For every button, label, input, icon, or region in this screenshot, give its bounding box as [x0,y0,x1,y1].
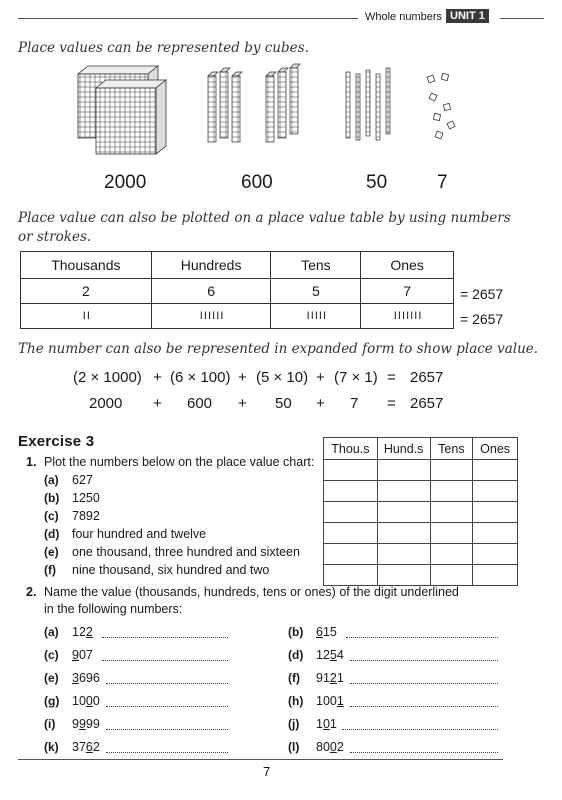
q2-item-g: (g) 1000 [44,694,244,710]
pv-digit-tens: 5 [271,279,361,304]
q2-item-b: (b) 615 [288,625,518,641]
answer-line[interactable] [346,637,498,638]
expanded-intro-text: The number can also be represented in expanded form to show place value. [18,341,539,357]
question-1-text: Plot the numbers below on the place value chart: [44,455,315,469]
pv-header-thousands: Thousands [21,252,152,279]
cube-value-ones: 7 [437,172,448,193]
q2-item-d: (d) 1254 [288,648,518,664]
q2-item-f: (f) 9121 [288,671,518,687]
pv-strokes-result: = 2657 [460,311,504,327]
expanded-term: (7 × 1) [334,369,378,386]
chart-cell[interactable] [473,502,518,523]
chart-cell[interactable] [473,565,518,586]
header-rule-left [18,18,358,19]
chart-cell[interactable] [377,460,430,481]
expanded-plus: + [238,369,247,386]
expanded-equals: = [387,395,396,412]
underlined-digit: 9 [78,717,86,731]
chart-cell[interactable] [473,523,518,544]
pv-digits-result: = 2657 [460,286,504,302]
cube-value-thousands: 2000 [104,172,147,193]
chart-cell[interactable] [377,481,430,502]
q2-item-j: (j) 101 [288,717,518,733]
page-number: 7 [263,764,271,779]
expanded-result: 2657 [410,395,444,412]
expanded-result: 2657 [410,369,444,386]
chart-header-hundreds: Hund.s [377,438,430,460]
pv-strokes-ones: I I I I I I I [361,304,454,329]
underlined-digit: 9 [72,648,79,662]
expanded-value: 7 [350,395,359,412]
expanded-plus: + [153,369,162,386]
pv-digit-ones: 7 [361,279,454,304]
answer-line[interactable] [106,729,228,730]
answer-line[interactable] [106,683,228,684]
expanded-plus: + [316,369,325,386]
expanded-plus: + [238,395,247,412]
expanded-plus: + [153,395,162,412]
chart-cell[interactable] [377,565,430,586]
chart-cell[interactable] [324,481,378,502]
underlined-digit: 3 [72,671,79,685]
base-ten-blocks-illustration [70,62,490,172]
answer-line[interactable] [350,706,498,707]
chart-cell[interactable] [324,502,378,523]
pv-header-hundreds: Hundreds [151,252,271,279]
underlined-digit: 6 [85,740,93,754]
cubes-intro-text: Place values can be represented by cubes. [18,40,309,56]
q2-item-h: (h) 1001 [288,694,518,710]
footer-rule [18,759,503,760]
chart-cell[interactable] [473,544,518,565]
expanded-term: (2 × 1000) [73,369,142,386]
answer-line[interactable] [350,683,498,684]
chart-cell[interactable] [430,523,473,544]
underlined-digit: 1 [336,694,344,708]
chart-cell[interactable] [377,544,430,565]
underlined-digit: 5 [329,648,337,662]
cube-value-tens: 50 [366,172,388,193]
underlined-digit: 0 [322,717,330,731]
question-2-text-line2: in the following numbers: [44,602,183,616]
question-2-number: 2. [26,585,37,599]
answer-line[interactable] [106,706,228,707]
q2-left-column [44,625,244,755]
chart-cell[interactable] [324,523,378,544]
chart-cell[interactable] [430,502,473,523]
chart-cell[interactable] [324,565,378,586]
q2-item-e: (e) 3696 [44,671,244,687]
expanded-value: 50 [275,395,292,412]
cube-value-hundreds: 600 [241,172,273,193]
exercise-title: Exercise 3 [18,433,95,450]
q2-item-i: (i) 9999 [44,717,244,733]
chart-cell[interactable] [430,544,473,565]
chart-header-thousands: Thou.s [324,438,378,460]
chart-cell[interactable] [324,544,378,565]
chart-cell[interactable] [377,523,430,544]
pv-header-tens: Tens [271,252,361,279]
chart-cell[interactable] [473,481,518,502]
answer-line[interactable] [106,752,228,753]
expanded-value: 600 [187,395,213,412]
underlined-digit: 2 [329,671,337,685]
chart-cell[interactable] [324,460,378,481]
q2-right-column [288,625,518,755]
answer-line[interactable] [350,752,498,753]
chart-cell[interactable] [377,502,430,523]
expanded-value: 2000 [89,395,123,412]
question-2-text-line1: Name the value (thousands, hundreds, tens or ones) of the digit underlined [44,585,459,599]
underlined-digit: 0 [329,740,337,754]
q2-item-l: (l) 8002 [288,740,518,756]
chart-cell[interactable] [473,460,518,481]
pv-digit-thousands: 2 [21,279,152,304]
pv-strokes-hundreds: I I I I I I [151,304,271,329]
expanded-equals: = [387,369,396,386]
unit-badge: UNIT 1 [446,9,489,23]
pv-header-ones: Ones [361,252,454,279]
place-value-table [20,251,454,329]
pv-strokes-tens: I I I I I [271,304,361,329]
expanded-term: (5 × 10) [256,369,309,386]
section-title: Whole numbers [365,11,443,23]
pv-strokes-thousands: I I [21,304,152,329]
q2-item-a: (a) 122 [44,625,244,641]
expanded-term: (6 × 100) [170,369,231,386]
q2-item-c: (c) 907 [44,648,244,664]
ten-rods [346,68,390,140]
chart-cell[interactable] [430,565,473,586]
thousand-cube-front [96,80,166,154]
question-1-number: 1. [26,455,37,469]
expanded-plus: + [316,395,325,412]
place-value-chart [323,437,518,586]
chart-header-ones: Ones [473,438,518,460]
answer-line[interactable] [350,660,498,661]
underlined-digit: 0 [85,694,93,708]
chart-cell[interactable] [430,481,473,502]
pv-digit-hundreds: 6 [151,279,271,304]
q2-item-k: (k) 3762 [44,740,244,756]
chart-cell[interactable] [430,460,473,481]
table-intro-text: Place value can also be plotted on a place value table by using numbers or strokes. [18,210,511,245]
underlined-digit: 2 [85,625,93,639]
answer-line[interactable] [102,637,228,638]
answer-line[interactable] [342,729,498,730]
header-rule-right [500,18,544,19]
chart-header-tens: Tens [430,438,473,460]
unit-cubes [427,73,455,139]
answer-line[interactable] [102,660,228,661]
underlined-digit: 6 [316,625,323,639]
hundred-flats [208,64,300,142]
